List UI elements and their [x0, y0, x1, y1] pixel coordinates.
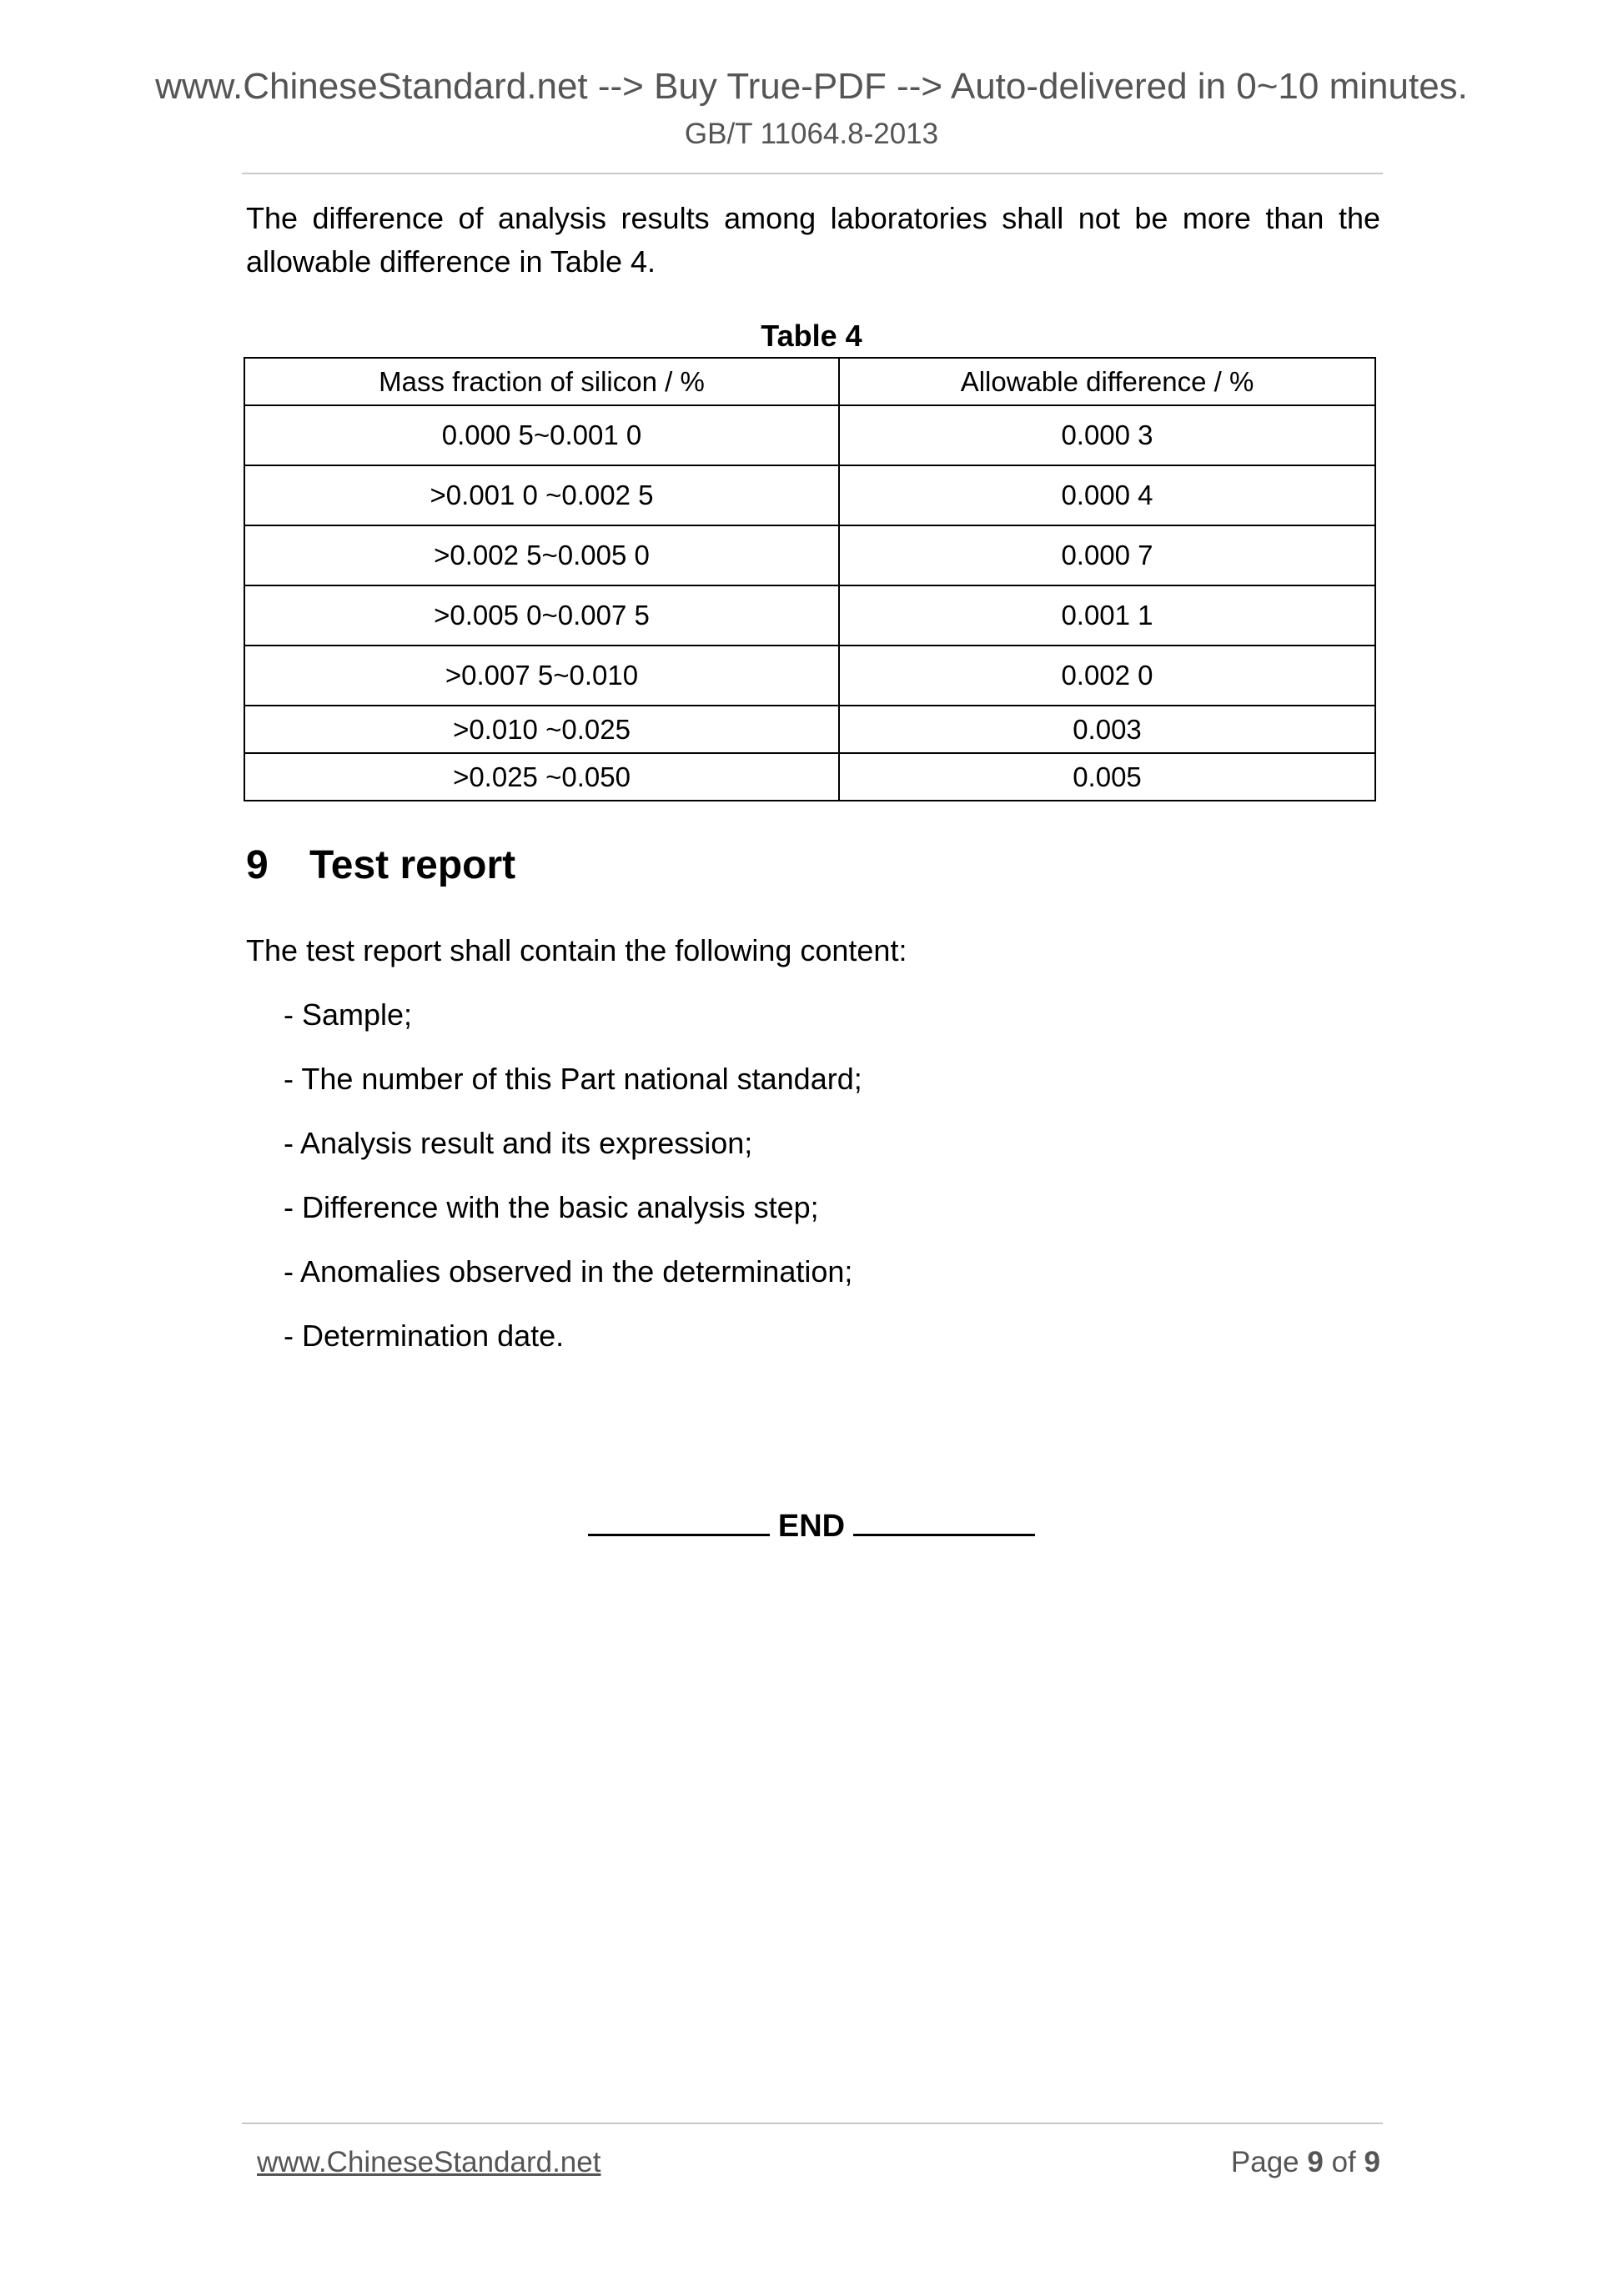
report-content-list	[284, 994, 862, 1379]
standard-number: GB/T 11064.8-2013	[684, 118, 939, 150]
mass-fraction-cell: >0.005 0~0.007 5	[244, 585, 839, 646]
allowable-difference-cell: 0.005	[839, 753, 1375, 801]
table-row	[244, 405, 1375, 465]
end-mark	[0, 1505, 1623, 1547]
footer-divider	[242, 2123, 1383, 2124]
table-row	[244, 706, 1375, 753]
column-header-mass-fraction: Mass fraction of silicon / %	[244, 358, 839, 405]
allowable-difference-cell: 0.002 0	[839, 646, 1375, 706]
intro-paragraph: The difference of analysis results among laboratories shall not be more than the allowable difference in Table 4.	[246, 201, 1380, 279]
allowable-difference-cell: 0.000 7	[839, 525, 1375, 585]
column-header-allowable-difference: Allowable difference / %	[839, 358, 1375, 405]
list-item: - Difference with the basic analysis step;	[284, 1190, 819, 1224]
total-page-count: 9	[1364, 2146, 1380, 2178]
list-item: - Analysis result and its expression;	[284, 1126, 753, 1160]
list-item: - Determination date.	[284, 1319, 565, 1353]
allowable-difference-cell: 0.003	[839, 706, 1375, 753]
allowable-difference-cell: 0.000 4	[839, 465, 1375, 525]
mass-fraction-cell: >0.002 5~0.005 0	[244, 525, 839, 585]
page-of: of	[1331, 2146, 1356, 2178]
table-row	[244, 585, 1375, 646]
table-row	[244, 753, 1375, 801]
allowable-difference-cell: 0.000 3	[839, 405, 1375, 465]
list-item: - Sample;	[284, 997, 413, 1032]
list-item: - The number of this Part national standard;	[284, 1062, 862, 1096]
page-indicator	[1231, 2143, 1380, 2182]
table-caption: Table 4	[761, 319, 862, 353]
table-row	[244, 465, 1375, 525]
mass-fraction-cell: >0.007 5~0.010	[244, 646, 839, 706]
allowable-difference-table	[244, 357, 1376, 801]
footer-website-link[interactable]: www.ChineseStandard.net	[257, 2146, 601, 2178]
section-title: Test report	[309, 843, 516, 887]
list-item: - Anomalies observed in the determination;	[284, 1254, 853, 1289]
mass-fraction-cell: >0.010 ~0.025	[244, 706, 839, 753]
table-row	[244, 525, 1375, 585]
page-prefix: Page	[1230, 2146, 1299, 2178]
table-header-row	[244, 358, 1375, 405]
end-right-line	[853, 1505, 1035, 1536]
end-left-line	[588, 1505, 770, 1536]
table-row	[244, 646, 1375, 706]
section-number: 9	[246, 843, 269, 887]
current-page-number: 9	[1307, 2146, 1324, 2178]
header-divider	[242, 173, 1383, 174]
mass-fraction-cell: 0.000 5~0.001 0	[244, 405, 839, 465]
report-intro: The test report shall contain the following content:	[246, 933, 907, 967]
mass-fraction-cell: >0.025 ~0.050	[244, 753, 839, 801]
end-label: END	[777, 1509, 846, 1544]
section-heading	[246, 841, 515, 891]
allowable-difference-cell: 0.001 1	[839, 585, 1375, 646]
header-banner: www.ChineseStandard.net --> Buy True-PDF --> Auto-delivered in 0~10 minutes.	[155, 66, 1468, 107]
mass-fraction-cell: >0.001 0 ~0.002 5	[244, 465, 839, 525]
